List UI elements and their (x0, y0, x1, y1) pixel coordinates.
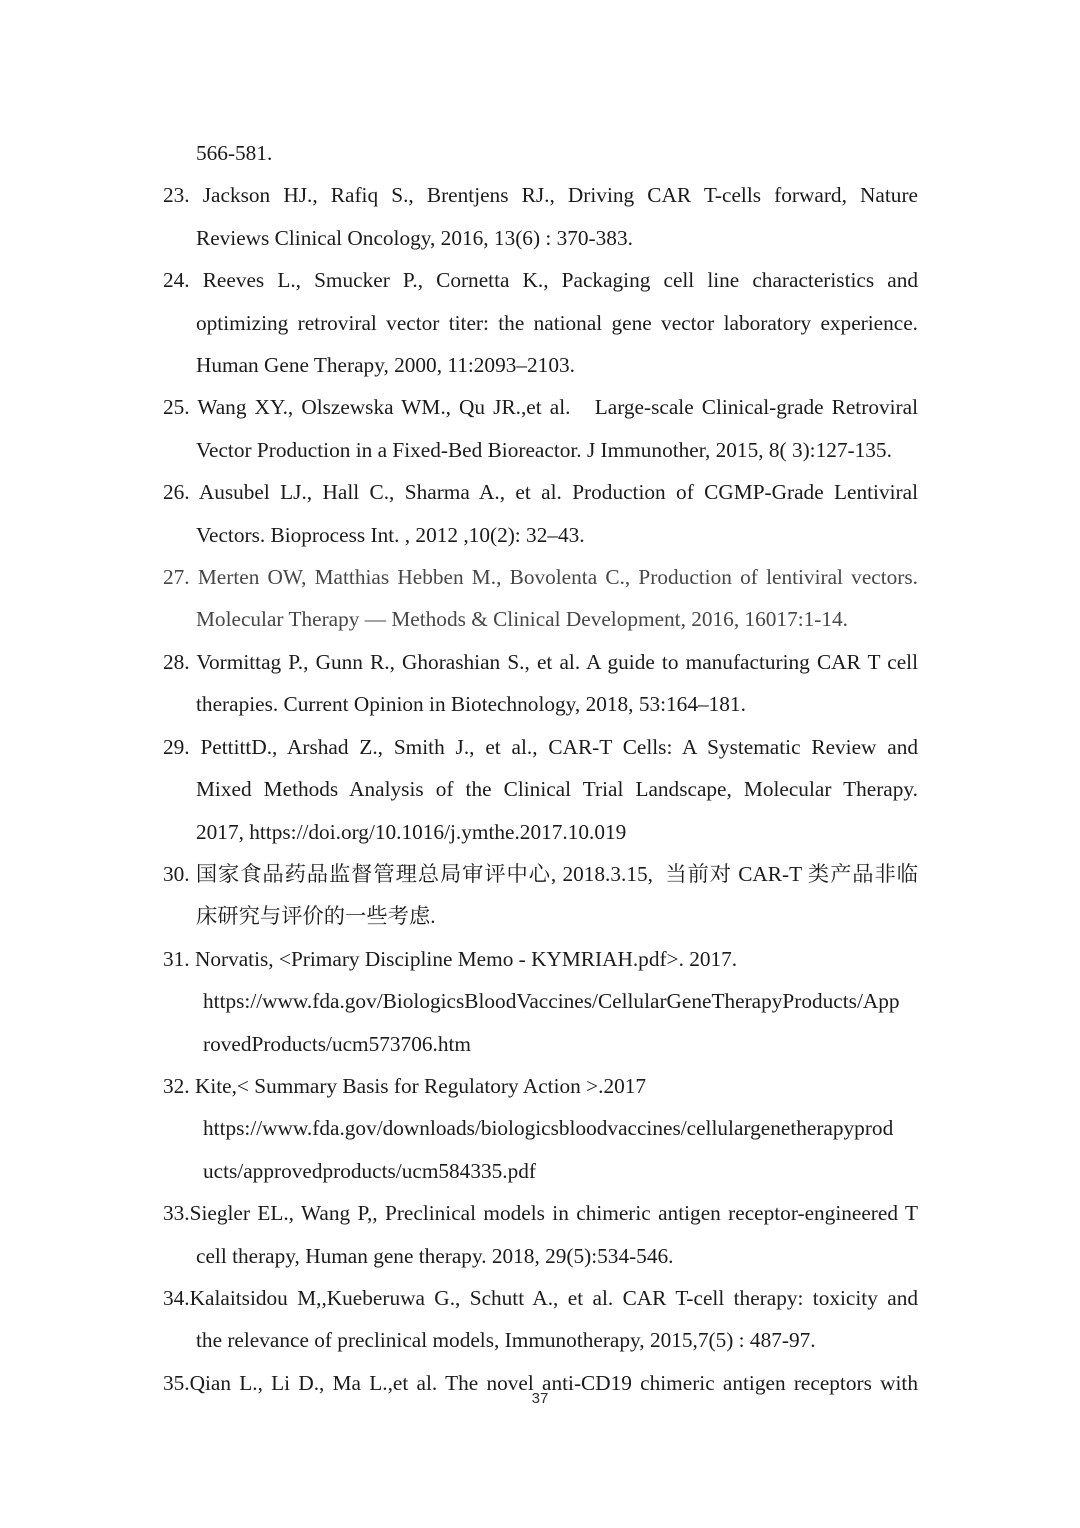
reference-29 (163, 726, 918, 853)
reference-line: Human Gene Therapy, 2000, 11:2093–2103. (196, 353, 575, 378)
reference-line: 33.Siegler EL., Wang P,, Preclinical models in chimeric antigen receptor-engineered T (163, 1201, 918, 1226)
references-list (163, 132, 918, 1404)
reference-25 (163, 386, 918, 471)
page-number: 37 (531, 1390, 549, 1407)
reference-30 (163, 853, 918, 938)
reference-line: 28. Vormittag P., Gunn R., Ghorashian S., et al. A guide to manufacturing CAR T cell (163, 649, 918, 674)
reference-line: 25. Wang XY., Olszewska WM., Qu JR.,et al. Large-scale Clinical-grade Retroviral (163, 395, 918, 420)
reference-line: 35.Qian L., Li D., Ma L.,et al. The novel anti-CD19 chimeric antigen receptors with (163, 1370, 918, 1395)
reference-line: rovedProducts/ucm573706.htm (203, 1031, 471, 1056)
reference-line: https://www.fda.gov/downloads/biologicsbloodvaccines/cellulargenetherapyprod (203, 1116, 894, 1141)
reference-line: 29. PettittD., Arshad Z., Smith J., et al., CAR-T Cells: A Systematic Review and (163, 734, 918, 759)
reference-31 (163, 938, 918, 1065)
reference-28 (163, 641, 918, 726)
reference-line: 26. Ausubel LJ., Hall C., Sharma A., et al. Production of CGMP-Grade Lentiviral (163, 480, 918, 505)
reference-line: Reviews Clinical Oncology, 2016, 13(6) : 370-383. (196, 225, 633, 250)
reference-line: cell therapy, Human gene therapy. 2018, 29(5):534-546. (196, 1243, 674, 1268)
reference-line: 2017, https://doi.org/10.1016/j.ymthe.2017.10.019 (196, 819, 627, 844)
reference-line: 24. Reeves L., Smucker P., Cornetta K., Packaging cell line characteristics and (163, 268, 918, 293)
reference-line: ucts/approvedproducts/ucm584335.pdf (203, 1158, 536, 1183)
reference-32 (163, 1065, 918, 1192)
reference-line: 30. 国家食品药品监督管理总局审评中心, 2018.3.15, 当前对 CAR-T 类产品非临 (163, 861, 918, 886)
reference-33 (163, 1192, 918, 1277)
reference-23 (163, 174, 918, 259)
reference-line: Vectors. Bioprocess Int. , 2012 ,10(2): 32–43. (196, 522, 585, 547)
reference-line: 34.Kalaitsidou M,,Kueberuwa G., Schutt A., et al. CAR T-cell therapy: toxicity and (163, 1285, 918, 1310)
reference-24 (163, 259, 918, 386)
reference-line: Molecular Therapy — Methods & Clinical Development, 2016, 16017:1-14. (196, 607, 848, 632)
reference-line: 31. Norvatis, <Primary Discipline Memo - KYMRIAH.pdf>. 2017. (163, 946, 738, 971)
reference-line: 566-581. (196, 141, 273, 165)
reference-27 (163, 556, 918, 641)
reference-26 (163, 471, 918, 556)
reference-line: the relevance of preclinical models, Immunotherapy, 2015,7(5) : 487-97. (196, 1328, 816, 1353)
reference-line: 32. Kite,< Summary Basis for Regulatory Action >.2017 (163, 1073, 647, 1098)
reference-22-continuation (163, 132, 918, 174)
reference-34 (163, 1277, 918, 1362)
reference-line: 27. Merten OW, Matthias Hebben M., Bovolenta C., Production of lentiviral vectors. (163, 565, 918, 590)
reference-line: 23. Jackson HJ., Rafiq S., Brentjens RJ., Driving CAR T-cells forward, Nature (163, 183, 918, 208)
reference-line: therapies. Current Opinion in Biotechnology, 2018, 53:164–181. (196, 692, 746, 717)
reference-line: Vector Production in a Fixed-Bed Bioreactor. J Immunother, 2015, 8( 3):127-135. (196, 437, 892, 462)
reference-line: 床研究与评价的一些考虑. (196, 904, 436, 929)
reference-line: Mixed Methods Analysis of the Clinical Trial Landscape, Molecular Therapy. (196, 777, 918, 802)
reference-line: https://www.fda.gov/BiologicsBloodVaccines/CellularGeneTherapyProducts/App (203, 989, 900, 1014)
reference-line: optimizing retroviral vector titer: the national gene vector laboratory experience. (196, 310, 918, 335)
